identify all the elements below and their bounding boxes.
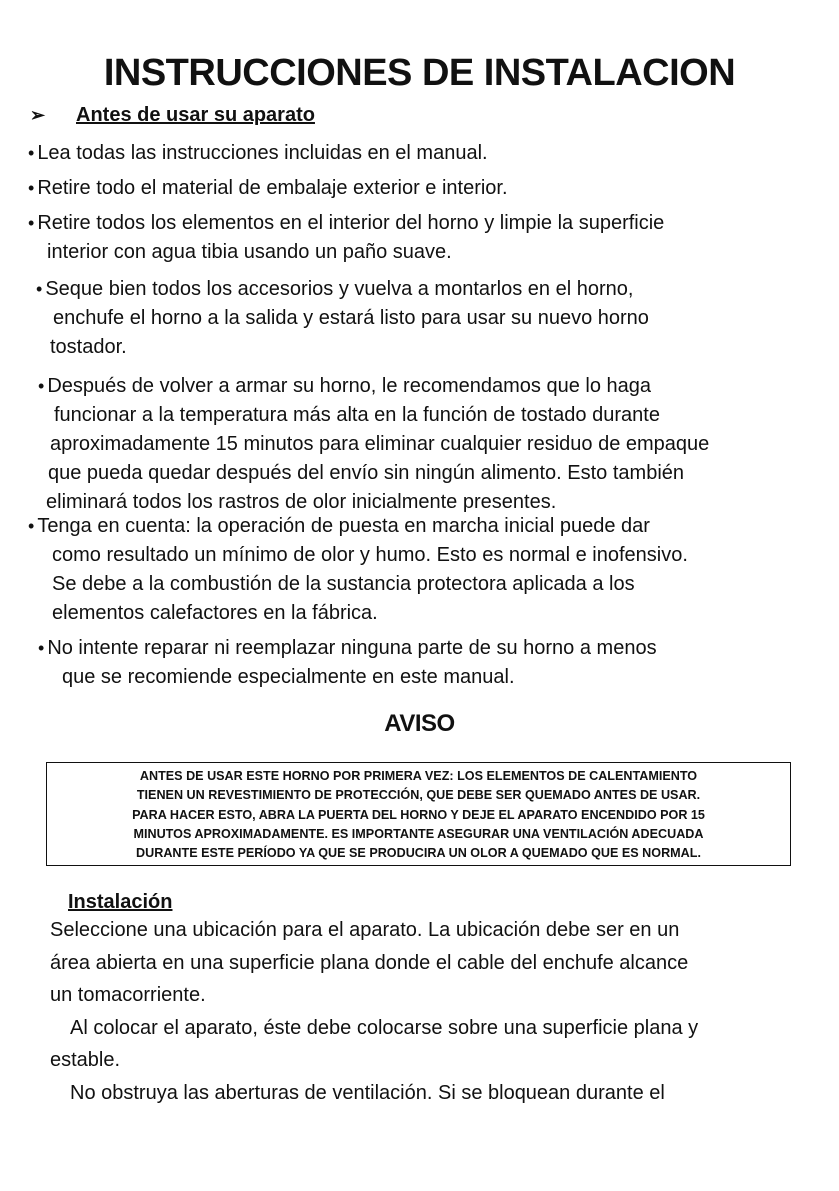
bullet-line: Tenga en cuenta: la operación de puesta en marcha inicial puede dar [37,515,650,537]
installation-line: Al colocar el aparato, éste debe colocarse sobre una superficie plana y [70,1016,699,1039]
page-title: INSTRUCCIONES DE INSTALACION [103,52,736,94]
bullet-line: interior con agua tibia usando un paño suave. [47,241,452,263]
bullet-item-dry-accessories [36,275,649,362]
bullet-line: Se debe a la combustión de la sustancia protectora aplicada a los [52,573,635,595]
installation-line: área abierta en una superficie plana donde el cable del enchufe alcance [50,951,689,974]
notice-line: MINUTOS APROXIMADAMENTE. ES IMPORTANTE ASEGURAR UNA VENTILACIÓN ADECUADA [133,826,704,841]
notice-box [46,762,791,866]
installation-line: No obstruya las aberturas de ventilación. Si se bloquean durante el [70,1081,665,1104]
bullet-item-after-reassembly [38,372,709,517]
bullet-line: Lea todas las instrucciones incluidas en el manual. [37,142,488,164]
bullet-line: eliminará todos los rastros de olor inicialmente presentes. [46,491,557,513]
bullet-item-no-repair [38,634,657,692]
bullet-line: aproximadamente 15 minutos para eliminar cualquier residuo de empaque [50,433,710,455]
notice-title: AVISO [384,710,455,737]
installation-text [50,914,698,1109]
bullet-item-remove-elements [28,209,664,267]
bullet-line: Seque bien todos los accesorios y vuelva a montarlos en el horno, [45,278,634,300]
notice-line: DURANTE ESTE PERÍODO YA QUE SE PRODUCIRA UN OLOR A QUEMADO QUE ES NORMAL. [136,846,701,861]
bullet-item-remove-packaging [28,174,508,203]
notice-line: TIENEN UN REVESTIMIENTO DE PROTECCIÓN, QUE DEBE SER QUEMADO ANTES DE USAR. [136,788,701,803]
bullet-line: como resultado un mínimo de olor y humo. Esto es normal e inofensivo. [52,544,688,566]
bullet-line: Retire todo el material de embalaje exterior e interior. [37,177,508,199]
bullet-dot-icon: • [38,638,45,658]
notice-line: PARA HACER ESTO, ABRA LA PUERTA DEL HORNO Y DEJE EL APARATO ENCENDIDO POR 15 [132,807,705,822]
section-heading-before-use [30,104,315,127]
bullet-dot-icon: • [38,376,45,396]
bullet-dot-icon: • [28,213,35,233]
bullet-line: elementos calefactores en la fábrica. [52,602,378,624]
installation-line: Seleccione una ubicación para el aparato. La ubicación debe ser en un [50,919,680,941]
bullet-line: que pueda quedar después del envío sin ningún alimento. Esto también [48,462,685,484]
bullet-line: Después de volver a armar su horno, le recomendamos que lo haga [47,375,651,397]
bullet-item-read-instructions [28,139,488,168]
bullet-dot-icon: • [28,178,35,198]
bullet-dot-icon: • [36,279,43,299]
bullet-line: Retire todos los elementos en el interior del horno y limpie la superficie [37,212,665,234]
bullet-line: enchufe el horno a la salida y estará listo para usar su nuevo horno [53,307,649,329]
bullet-line: tostador. [50,336,127,358]
section-heading-label: Antes de usar su aparato [76,104,315,126]
bullet-dot-icon: • [28,516,35,536]
installation-heading: Instalación [68,891,173,913]
installation-line: un tomacorriente. [50,984,206,1006]
bullet-dot-icon: • [28,143,35,163]
installation-line: estable. [50,1049,121,1071]
arrow-bullet-icon: ➢ [30,105,46,125]
bullet-line: funcionar a la temperatura más alta en la función de tostado durante [54,404,660,426]
notice-line: ANTES DE USAR ESTE HORNO POR PRIMERA VEZ: LOS ELEMENTOS DE CALENTAMIENTO [139,769,698,783]
bullet-line: No intente reparar ni reemplazar ninguna parte de su horno a menos [47,637,657,659]
bullet-item-initial-operation [28,512,688,628]
bullet-line: que se recomiende especialmente en este manual. [62,666,515,688]
